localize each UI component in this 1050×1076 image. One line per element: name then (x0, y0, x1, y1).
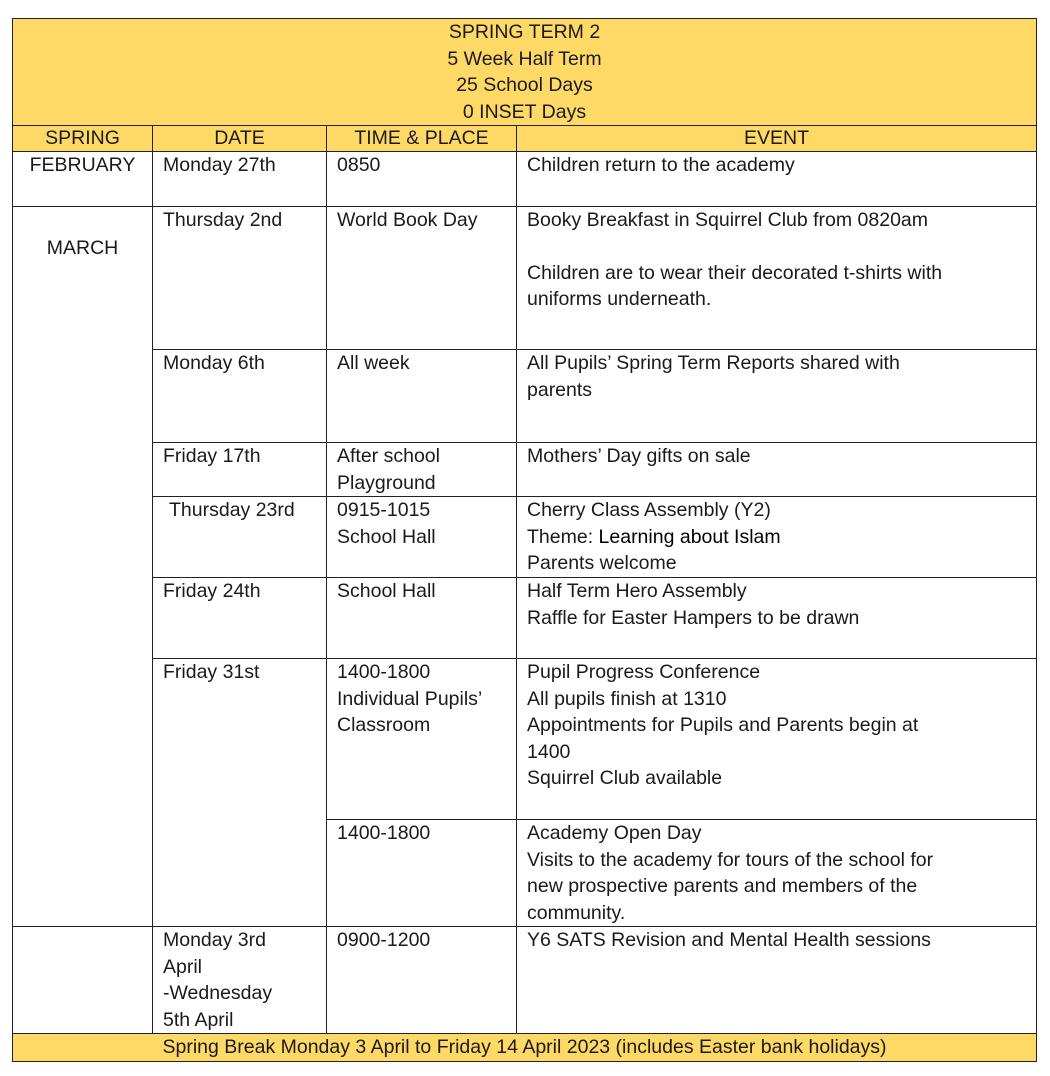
event-line: Booky Breakfast in Squirrel Club from 0820am (527, 209, 929, 231)
date-cell (153, 578, 327, 659)
event-line: Raffle for Easter Hampers to be drawn (527, 606, 860, 629)
date-line: Friday 17th (163, 445, 261, 467)
time-cell (327, 820, 517, 927)
table-row (13, 578, 1037, 659)
event-line: Squirrel Club available (527, 767, 723, 789)
month-cell: FEBRUARY (13, 152, 153, 207)
table-row (13, 497, 1037, 578)
time-line: School Hall (337, 525, 436, 548)
event-line: Y6 SATS Revision and Mental Health sessions (527, 929, 931, 951)
date-cell (153, 443, 327, 497)
date-line: Monday 3rd (163, 929, 266, 951)
school-days: 25 School Days (456, 74, 593, 96)
time-cell (327, 927, 517, 1034)
event-line: Cherry Class Assembly (Y2) (527, 499, 771, 521)
inset-days: 0 INSET Days (462, 100, 587, 123)
date-cell (153, 497, 327, 578)
theme-value: Learning about Islam (598, 525, 781, 548)
time-cell (327, 497, 517, 578)
event-line: Children are to wear their decorated t-shirts with (527, 261, 943, 284)
event-line: Academy Open Day (527, 822, 702, 844)
event-line: Visits to the academy for tours of the school for (527, 848, 934, 871)
time-line: Classroom (337, 714, 431, 736)
event-line: community. (527, 901, 626, 924)
time-line: 0915-1015 (337, 499, 431, 521)
date-line: 5th April (163, 1008, 234, 1031)
event-cell (517, 443, 1037, 497)
event-line: All pupils finish at 1310 (527, 687, 727, 710)
calendar-sheet (12, 18, 1036, 1062)
time-line: 0900-1200 (337, 929, 431, 951)
date-line: Thursday 23rd (169, 499, 295, 521)
line-gap (527, 234, 1026, 260)
col-header-event: EVENT (517, 126, 1037, 152)
date-line: Thursday 2nd (163, 209, 283, 231)
time-line: World Book Day (337, 209, 478, 231)
col-header-time-place: TIME & PLACE (327, 126, 517, 152)
event-line: Appointments for Pupils and Parents begin at (527, 714, 919, 736)
time-line: 0850 (337, 154, 381, 176)
term-name: SPRING TERM 2 (448, 21, 601, 43)
date-cell (153, 350, 327, 443)
term-length: 5 Week Half Term (447, 47, 602, 70)
event-line: Mothers’ Day gifts on sale (527, 445, 751, 467)
col-header-date: DATE (153, 126, 327, 152)
table-row (13, 350, 1037, 443)
event-cell (517, 497, 1037, 578)
event-cell (517, 207, 1037, 350)
event-line: uniforms underneath. (527, 288, 712, 310)
event-line: Pupil Progress Conference (527, 661, 761, 683)
date-line: Monday 6th (163, 352, 265, 374)
time-line: 1400-1800 (337, 822, 431, 844)
theme-line (527, 524, 1026, 551)
event-cell (517, 152, 1037, 207)
table-row (13, 443, 1037, 497)
event-line: parents (527, 378, 593, 401)
table-row (13, 207, 1037, 350)
event-cell (517, 659, 1037, 820)
event-cell (517, 578, 1037, 659)
table-row (13, 152, 1037, 207)
time-line: 1400-1800 (337, 661, 431, 683)
date-line: April (163, 955, 203, 978)
time-cell (327, 350, 517, 443)
date-line: Monday 27th (163, 154, 276, 176)
event-line: Half Term Hero Assembly (527, 580, 747, 602)
theme-label: Theme: (527, 525, 599, 548)
time-cell (327, 152, 517, 207)
event-cell (517, 927, 1037, 1034)
table-row (13, 659, 1037, 820)
date-cell (153, 659, 327, 927)
time-line: Playground (337, 471, 436, 494)
date-line: -Wednesday (163, 982, 273, 1004)
event-line: 1400 (527, 740, 571, 763)
date-cell (153, 152, 327, 207)
event-line: All Pupils’ Spring Term Reports shared with (527, 352, 900, 374)
time-cell (327, 659, 517, 820)
month-cell (13, 927, 153, 1034)
col-header-spring: SPRING (13, 126, 153, 152)
term-title-block (13, 19, 1037, 126)
time-cell (327, 443, 517, 497)
date-cell (153, 927, 327, 1034)
event-cell (517, 820, 1037, 927)
time-line: All week (337, 352, 410, 374)
title-row (13, 19, 1037, 126)
time-line: School Hall (337, 580, 436, 602)
date-cell (153, 207, 327, 350)
date-line: Friday 24th (163, 580, 261, 602)
event-line: Children return to the academy (527, 154, 795, 176)
event-cell (517, 350, 1037, 443)
time-cell (327, 578, 517, 659)
column-header-row (13, 126, 1037, 152)
event-line: new prospective parents and members of the (527, 875, 918, 897)
time-cell (327, 207, 517, 350)
date-line: Friday 31st (163, 661, 260, 683)
footer-row (13, 1034, 1037, 1062)
table-row (13, 927, 1037, 1034)
time-line: Individual Pupils’ (337, 687, 483, 710)
spring-break-note: Spring Break Monday 3 April to Friday 14 April 2023 (includes Easter bank holidays) (13, 1034, 1037, 1062)
event-line: Parents welcome (527, 552, 677, 574)
time-line: After school (337, 445, 440, 467)
month-cell: MARCH (13, 207, 153, 927)
spring-term-calendar-table (12, 18, 1037, 1062)
